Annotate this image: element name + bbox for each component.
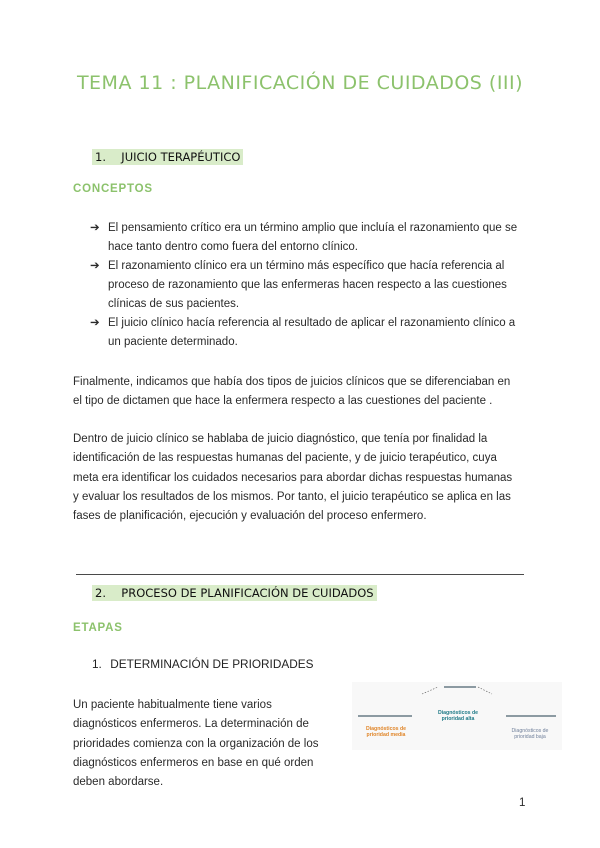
section-1-heading (92, 149, 243, 165)
section-2-heading (92, 585, 377, 601)
section-1-number: 1. (95, 150, 106, 164)
list-item (90, 314, 530, 352)
arrow-icon: ➔ (90, 222, 100, 234)
subheading-conceptos: CONCEPTOS (73, 183, 153, 195)
document-title: TEMA 11 : PLANIFICACIÓN DE CUIDADOS (III) (76, 72, 524, 94)
arrow-icon: ➔ (90, 260, 100, 272)
arrow-icon: ➔ (90, 317, 100, 329)
step-title: DETERMINACIÓN DE PRIORIDADES (110, 657, 314, 671)
priority-diagram (352, 682, 562, 750)
bullet-text: El pensamiento crítico era un término amplio que incluía el razonamiento que se hace tanto dentro como fuera del entorno clínico. (108, 222, 518, 253)
list-item (90, 219, 530, 257)
connector-left (422, 687, 438, 694)
bullet-text: El razonamiento clínico era un término más específico que hacía referencia al proceso de razonamiento que las enfermeras hacen respecto a las cuestiones clínicas de sus pacientes. (108, 260, 507, 310)
bullet-text: El juicio clínico hacía referencia al resultado de aplicar el razonamiento clínico a un paciente determinado. (108, 317, 516, 348)
paragraph-tipos-juicio: Finalmente, indicamos que había dos tipos de juicios clínicos que se diferenciaban en el tipo de dictamen que hace la enfermera respecto a las cuestiones del paciente . (73, 376, 511, 408)
section-1-title: JUICIO TERAPÉUTICO (121, 150, 241, 164)
section-2-title: PROCESO DE PLANIFICACIÓN DE CUIDADOS (121, 586, 374, 600)
subheading-etapas: ETAPAS (73, 622, 123, 634)
step-heading (92, 657, 313, 671)
paragraph-juicio-clinico: Dentro de juicio clínico se hablaba de juicio diagnóstico, que tenía por finalidad la identificación de las respuestas humanas del paciente, y de juicio terapéutico, cuya meta era identificar los cuidados necesarios para abordar dichas respuestas humanas y evaluar los resultados de los mismos. Por tanto, el juicio terapéutico se aplica en las fases de planificación, ejecución y evaluación del proceso enfermero. (73, 433, 513, 523)
medium-priority-label: Diagnósticos de prioridad media (365, 726, 407, 738)
section-divider (76, 574, 524, 575)
concepts-list (90, 219, 530, 352)
page-number: 1 (519, 797, 526, 809)
list-item (90, 257, 530, 314)
low-priority-label: Diagnósticos de prioridad baja (511, 728, 549, 740)
paragraph-prioridades: Un paciente habitualmente tiene varios diagnósticos enfermeros. La determinación de prioridades comienza con la organización de los diagnósticos enfermeros en base en qué orden deben abordarse. (73, 699, 319, 789)
high-priority-label: Diagnósticos de prioridad alta (437, 710, 479, 722)
section-2-number: 2. (95, 586, 106, 600)
connector-right (478, 687, 492, 694)
step-number: 1. (92, 657, 102, 671)
